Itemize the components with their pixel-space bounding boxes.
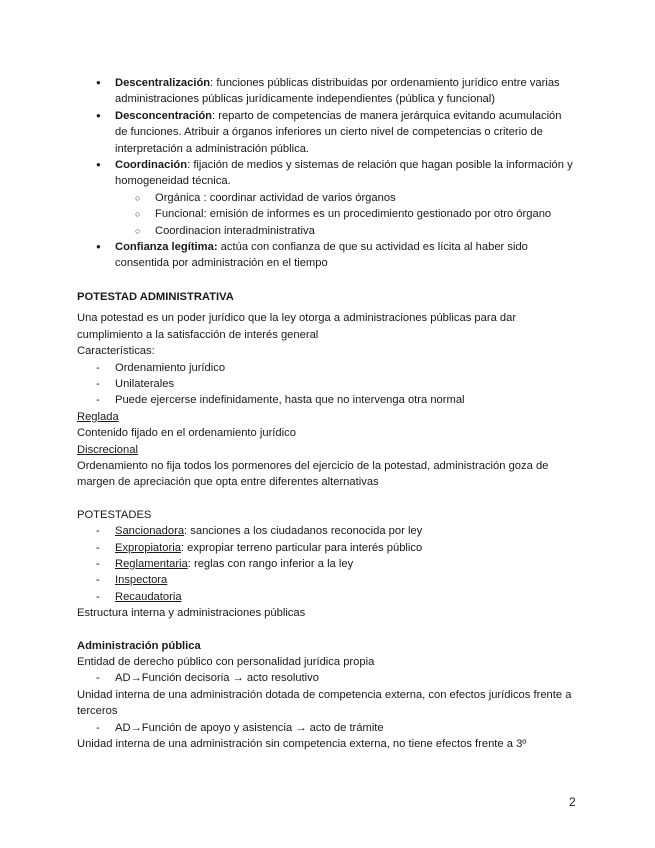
potestad-intro: Una potestad es un poder jurídico que la ley otorga a administraciones públicas para dar cumplimiento a la satisfacción de interés general [77, 312, 517, 341]
list-item [77, 75, 577, 108]
bullet-term: Desconcentración [115, 109, 212, 122]
bullet-text: actúa con confianza de que su actividad es lícita al haber sido consentida por administración en el tiempo [115, 241, 528, 270]
section-heading-potestad: POTESTAD ADMINISTRATIVA [77, 290, 234, 303]
list-item: - Puede ejercerse indefinidamente, hasta que no intervenga otra normal [77, 392, 577, 408]
sublist-item: ○ Coordinacion interadministrativa [77, 223, 577, 239]
potestad-term: Reglamentaria [115, 557, 188, 570]
list-item: - Ordenamiento jurídico [77, 360, 577, 376]
admin-text-1: Unidad interna de una administración dotada de competencia externa, con efectos jurídicos frente a terceros [77, 688, 572, 718]
characteristics-label: Características: [77, 345, 155, 358]
bullet-separator: : [187, 159, 191, 172]
bullet-term: Coordinación [115, 159, 188, 172]
list-item [77, 108, 577, 157]
list-item [77, 523, 577, 539]
list-item [77, 556, 577, 572]
list-item: - AD→Función decisoria → acto resolutivo [77, 670, 577, 686]
bullet-text: funciones públicas distribuidas por ordenamiento jurídico entre varias administraciones públicas jurídicamente independientes (pública y funcional) [115, 77, 560, 106]
potestad-term: Sancionadora [115, 525, 185, 538]
list-item [77, 239, 577, 272]
potestad-term: Recaudatoria [115, 590, 182, 603]
admin-list-2 [77, 720, 577, 736]
list-item: - AD→Función de apoyo y asistencia → acto de trámite [77, 720, 577, 736]
reglada-text: Contenido fijado en el ordenamiento jurídico [77, 427, 296, 440]
potestad-term: Inspectora [115, 574, 168, 587]
list-item [77, 572, 577, 588]
characteristics-list [77, 360, 577, 409]
list-item [77, 589, 577, 605]
bullet-text: reparto de competencias de manera jerárquica evitando acumulación de funciones. Atribuir a órganos inferiores un cierto nivel de competencias o criterio de interpretación a administración pública. [115, 109, 562, 155]
bullet-term: Confianza legítima: [115, 241, 218, 254]
discrecional-text: Ordenamiento no fija todos los pormenores del ejercicio de la potestad, administración goza de margen de apreciación que opta entre diferentes alternativas [77, 459, 549, 489]
potestad-term: Expropiatoria [115, 541, 181, 554]
discrecional-label: Discrecional [77, 443, 138, 456]
structure-subtitle: Estructura interna y administraciones públicas [77, 607, 306, 620]
potestad-text: : reglas con rango inferior a la ley [187, 557, 354, 570]
list-item [77, 540, 577, 556]
page-content [77, 75, 577, 752]
sublist-item: ○ Funcional: emisión de informes es un procedimiento gestionado por otro órgano [77, 206, 577, 222]
potestad-text: : expropiar terreno particular para interés público [180, 541, 423, 554]
list-item [77, 157, 577, 239]
sublist-item: ○ Orgánica : coordinar actividad de varios órganos [77, 190, 577, 206]
section-heading-potestades: POTESTADES [77, 508, 152, 521]
admin-definition: Entidad de derecho público con personalidad jurídica propia [77, 656, 375, 668]
list-item: - Unilaterales [77, 376, 577, 392]
page-number: 2 [569, 795, 576, 809]
admin-text-2: Unidad interna de una administración sin competencia externa, no tiene efectos frente a 3º [77, 738, 527, 751]
bullet-separator: : [210, 77, 214, 89]
potestades-list [77, 523, 577, 605]
bullet-term: Descentralización [115, 77, 211, 89]
bullet-text: fijación de medios y sistemas de relación que hagan posible la información y homogeneidad técnica. [115, 159, 573, 188]
admin-list-1 [77, 670, 577, 686]
potestad-text: : sanciones a los ciudadanos reconocida por ley [184, 525, 423, 538]
section-heading-admin: Administración pública [77, 639, 201, 652]
principles-list [77, 75, 577, 272]
bullet-separator: : [212, 109, 216, 122]
reglada-label: Reglada [77, 410, 119, 423]
coordination-sublist [115, 190, 577, 239]
